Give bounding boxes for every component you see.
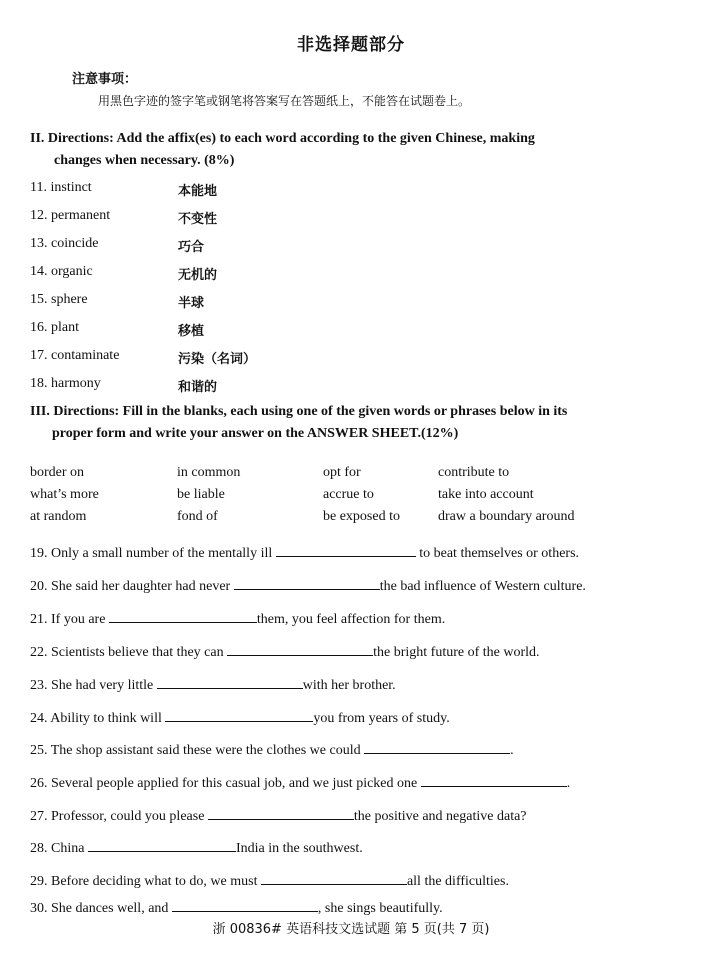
question-text: India in the southwest. bbox=[235, 841, 363, 856]
page-title: 非选择题部分 bbox=[297, 35, 405, 54]
notice-heading: 注意事项： bbox=[72, 72, 138, 87]
word-bank-option: at random bbox=[30, 509, 87, 524]
word-chinese: 本能地 bbox=[178, 184, 218, 199]
question-26 bbox=[30, 772, 570, 792]
section3-directions-line2: proper form and write your answer on the ANSWER SHEET.(12%) bbox=[52, 426, 459, 441]
question-19 bbox=[30, 542, 579, 562]
question-23 bbox=[30, 674, 396, 694]
section2-directions bbox=[30, 128, 620, 172]
question-28 bbox=[30, 837, 363, 857]
question-text: you from years of study. bbox=[313, 711, 450, 726]
question-text: 30. She dances well, and bbox=[30, 901, 172, 916]
answer-blank bbox=[208, 805, 354, 820]
word-english: 11. instinct bbox=[30, 180, 92, 195]
word-english: 14. organic bbox=[30, 264, 93, 279]
word-bank-option: draw a boundary around bbox=[438, 509, 575, 524]
question-text: with her brother. bbox=[302, 678, 396, 693]
word-bank-option: be liable bbox=[177, 487, 225, 502]
question-text: 29. Before deciding what to do, we must bbox=[30, 874, 261, 889]
answer-blank bbox=[88, 837, 236, 852]
question-text: 26. Several people applied for this casual job, and we just picked one bbox=[30, 776, 421, 791]
word-chinese: 污染（名词） bbox=[178, 352, 257, 367]
section2-directions-line2: changes when necessary. (8%) bbox=[54, 153, 235, 168]
question-text: 28. China bbox=[30, 841, 88, 856]
question-text: 20. She said her daughter had never bbox=[30, 579, 234, 594]
answer-blank bbox=[276, 542, 416, 557]
word-chinese: 和谐的 bbox=[178, 380, 218, 395]
word-bank-option: be exposed to bbox=[323, 509, 400, 524]
word-english: 12. permanent bbox=[30, 208, 111, 223]
question-text: the positive and negative data? bbox=[353, 809, 527, 824]
word-english: 17. contaminate bbox=[30, 348, 120, 363]
question-text: . bbox=[566, 776, 571, 791]
question-text: 27. Professor, could you please bbox=[30, 809, 208, 824]
question-text: them, you feel affection for them. bbox=[256, 612, 446, 627]
word-english: 15. sphere bbox=[30, 292, 88, 307]
word-english: 18. harmony bbox=[30, 376, 101, 391]
question-text: . bbox=[510, 743, 514, 758]
answer-blank bbox=[364, 739, 510, 754]
word-english: 13. coincide bbox=[30, 236, 99, 251]
section3-directions-line1: III. Directions: Fill in the blanks, each using one of the given words or phrases below in its bbox=[30, 404, 568, 419]
question-text: 22. Scientists believe that they can bbox=[30, 645, 228, 660]
word-chinese: 巧合 bbox=[178, 240, 205, 255]
question-24 bbox=[30, 707, 450, 727]
question-text: the bright future of the world. bbox=[373, 645, 540, 660]
word-bank-option: accrue to bbox=[323, 487, 374, 502]
word-bank-option: contribute to bbox=[438, 465, 510, 480]
page-footer: 浙 00836# 英语科技文选试题 第 5 页(共 7 页) bbox=[212, 922, 490, 937]
question-29 bbox=[30, 870, 509, 890]
question-30 bbox=[30, 897, 443, 917]
word-bank-option: opt for bbox=[323, 465, 361, 480]
word-chinese: 无机的 bbox=[178, 268, 218, 283]
section3-directions bbox=[30, 401, 620, 445]
question-text: all the difficulties. bbox=[406, 874, 509, 889]
answer-blank bbox=[421, 772, 567, 787]
question-25 bbox=[30, 739, 514, 759]
word-bank-option: what’s more bbox=[30, 487, 99, 502]
question-27 bbox=[30, 805, 527, 825]
answer-blank bbox=[234, 575, 380, 590]
word-english: 16. plant bbox=[30, 320, 79, 335]
answer-blank bbox=[261, 870, 407, 885]
question-text: the bad influence of Western culture. bbox=[379, 579, 586, 594]
word-bank-option: border on bbox=[30, 465, 85, 480]
word-chinese: 不变性 bbox=[178, 212, 218, 227]
question-text: , she sings beautifully. bbox=[317, 901, 443, 916]
section2-directions-line1: II. Directions: Add the affix(es) to each word according to the given Chinese, making bbox=[30, 131, 535, 146]
word-chinese: 半球 bbox=[178, 296, 205, 311]
question-text: 25. The shop assistant said these were the clothes we could bbox=[30, 743, 365, 758]
answer-blank bbox=[157, 674, 303, 689]
notice-text: 用黑色字迹的签字笔或钢笔将答案写在答题纸上，不能答在试题卷上。 bbox=[98, 94, 471, 108]
answer-blank bbox=[109, 608, 257, 623]
question-text: 19. Only a small number of the mentally ill bbox=[30, 546, 276, 561]
question-text: 23. She had very little bbox=[30, 678, 157, 693]
question-text: to beat themselves or others. bbox=[415, 546, 580, 561]
question-text: 24. Ability to think will bbox=[30, 711, 166, 726]
word-bank-option: in common bbox=[177, 465, 241, 480]
answer-blank bbox=[165, 707, 313, 722]
question-text: 21. If you are bbox=[30, 612, 109, 627]
question-22 bbox=[30, 641, 540, 661]
question-21 bbox=[30, 608, 445, 628]
answer-blank bbox=[227, 641, 373, 656]
word-bank-option: fond of bbox=[177, 509, 218, 524]
word-chinese: 移植 bbox=[178, 324, 205, 339]
word-bank-option: take into account bbox=[438, 487, 534, 502]
answer-blank bbox=[172, 897, 318, 912]
question-20 bbox=[30, 575, 586, 595]
